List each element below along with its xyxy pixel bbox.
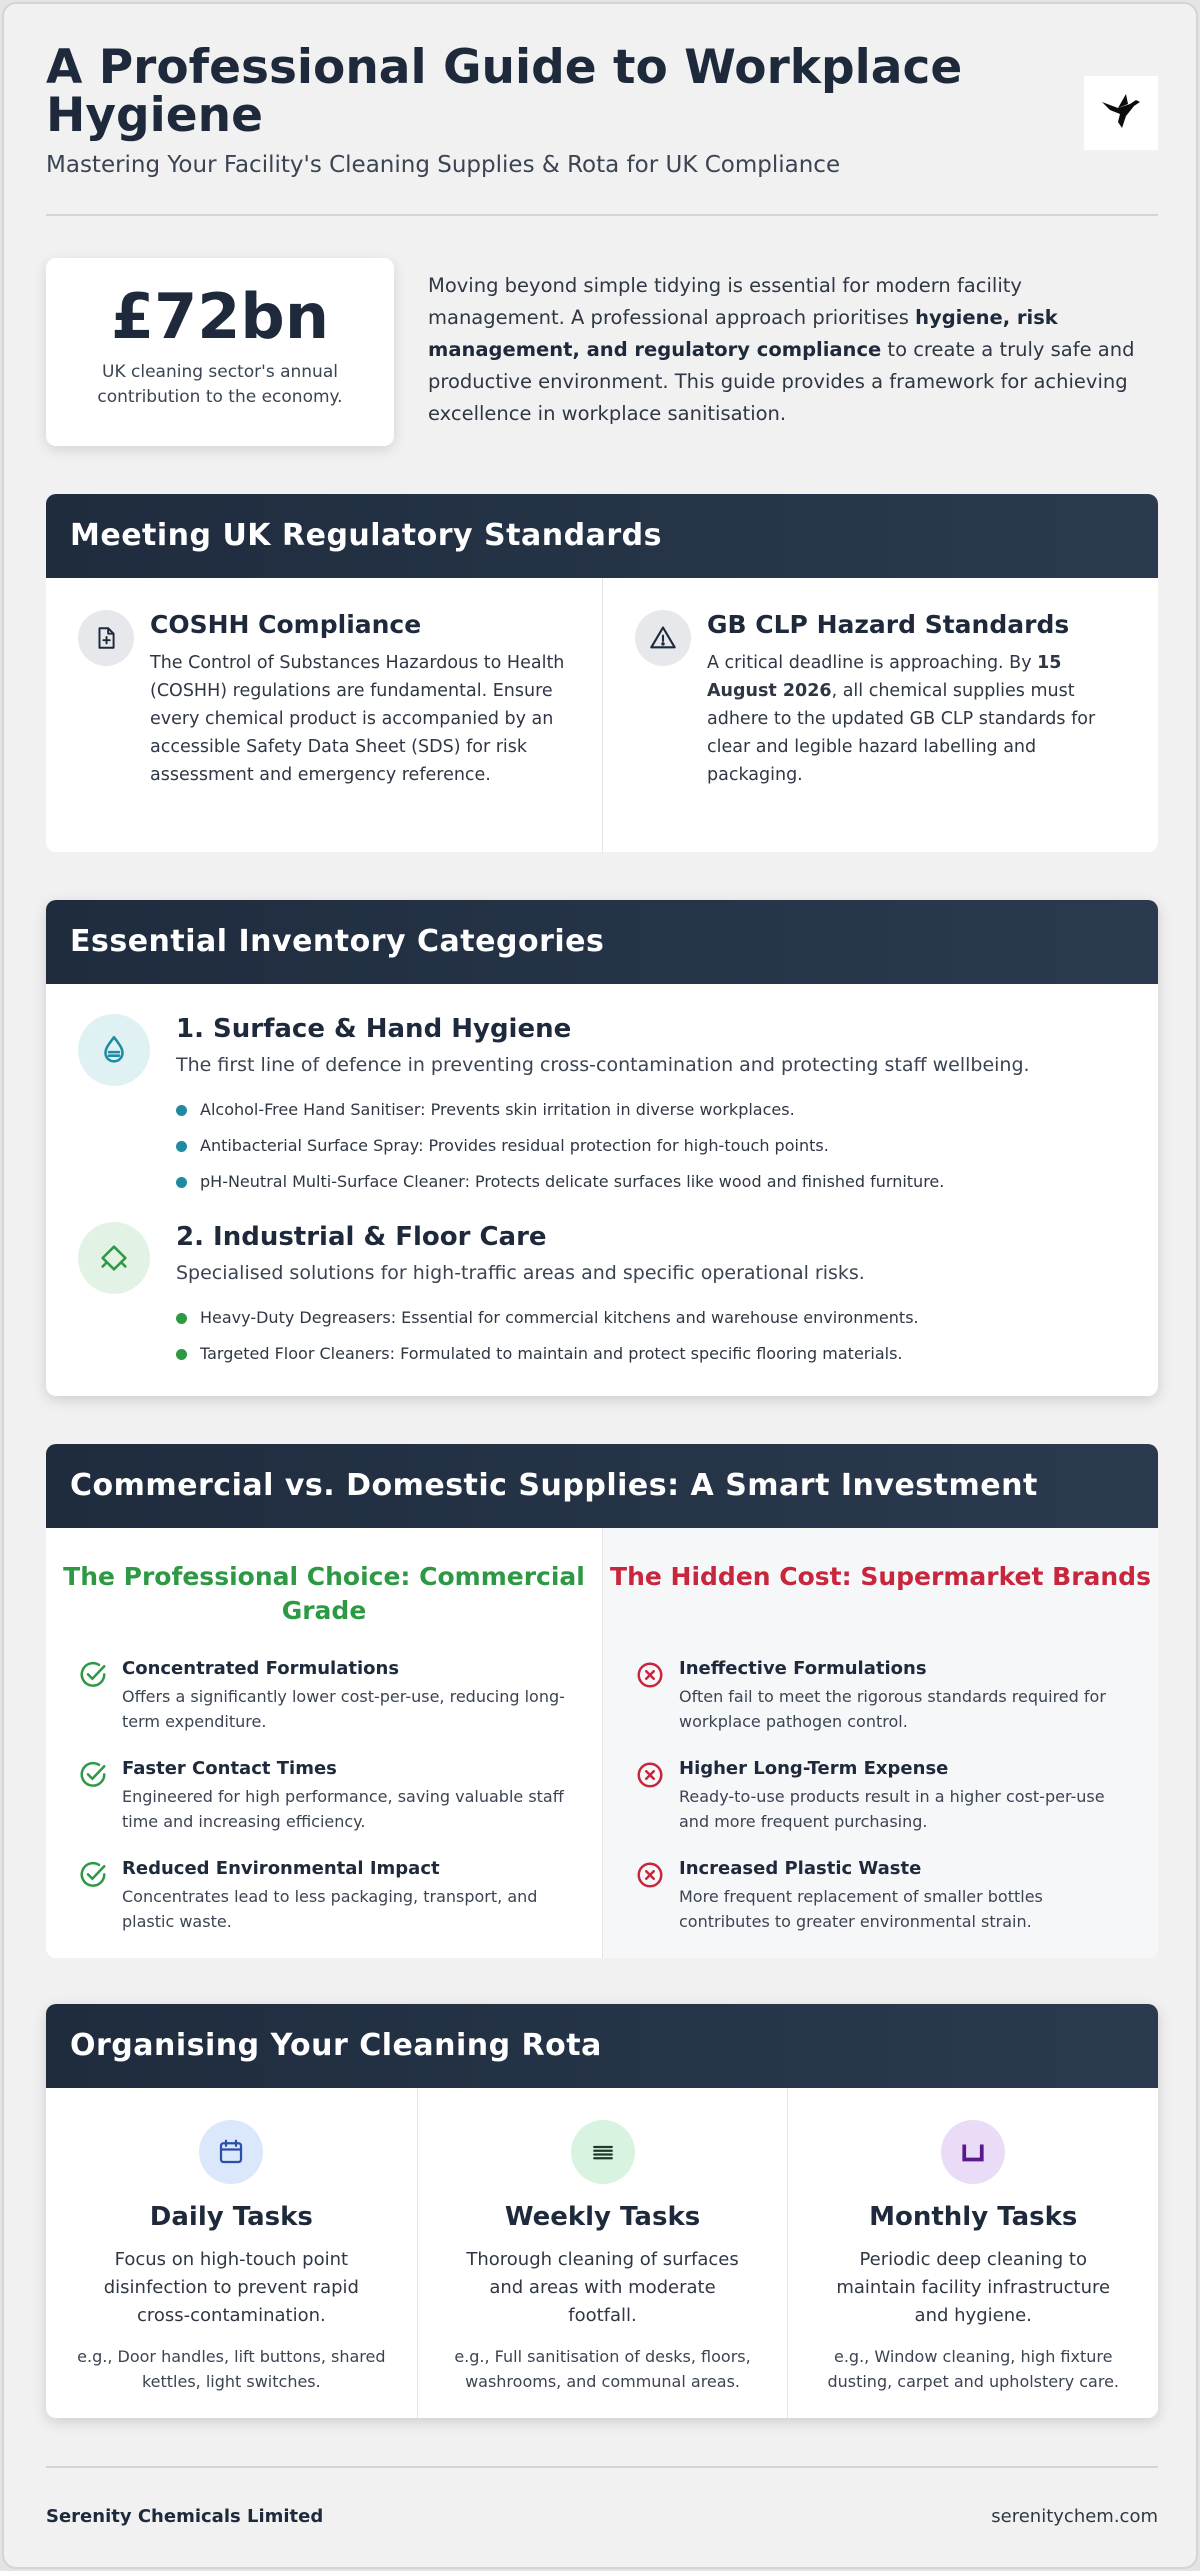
- item-title: Faster Contact Times: [122, 1758, 337, 1779]
- item-text: Ready-to-use products result in a higher cost-per-use and more frequent purchasing.: [679, 1787, 1105, 1831]
- rota-section: [46, 2004, 1158, 2418]
- header: [46, 40, 1158, 178]
- category-items: [176, 1300, 1136, 1372]
- rota-example: e.g., Full sanitisation of desks, floors, washrooms, and communal areas.: [454, 2347, 751, 2391]
- rota-title: Monthly Tasks: [869, 2202, 1078, 2232]
- coshh-card: [46, 578, 602, 852]
- website-link[interactable]: serenitychem.com: [991, 2506, 1158, 2527]
- intro-section: [46, 258, 1158, 448]
- domestic-item: [603, 1658, 1158, 1758]
- item-title: Higher Long-Term Expense: [679, 1758, 949, 1779]
- bucket-icon: [941, 2120, 1005, 2184]
- document-plus-icon: [78, 610, 134, 666]
- footer-divider: [46, 2466, 1158, 2468]
- calendar-icon: [199, 2120, 263, 2184]
- footer: [46, 2498, 1158, 2538]
- bird-logo-icon: [1084, 76, 1158, 150]
- item-text: Offers a significantly lower cost-per-use, reducing long-term expenditure.: [122, 1687, 565, 1731]
- check-circle-icon: [78, 1660, 108, 1690]
- list-item: Alcohol-Free Hand Sanitiser: Prevents skin irritation in diverse workplaces.: [176, 1092, 1136, 1128]
- company-name: Serenity Chemicals Limited: [46, 2506, 324, 2527]
- stat-value: £72bn: [111, 280, 329, 353]
- check-circle-icon: [78, 1760, 108, 1790]
- item-text: Concentrates lead to less packaging, transport, and plastic waste.: [122, 1887, 538, 1931]
- x-circle-icon: [635, 1760, 665, 1790]
- item-text: More frequent replacement of smaller bottles contributes to greater environmental strain.: [679, 1887, 1043, 1931]
- intro-text-bold: hygiene, risk management, and regulatory compliance: [428, 306, 1058, 361]
- rota-title: Weekly Tasks: [504, 2202, 701, 2232]
- clp-text-end: , all chemical supplies must adhere to the updated GB CLP standards for clear and legible hazard labelling and packaging.: [707, 681, 1096, 785]
- regulatory-section: [46, 494, 1158, 852]
- warning-triangle-icon: [635, 610, 691, 666]
- category-title: 1. Surface & Hand Hygiene: [176, 1014, 572, 1044]
- item-title: Reduced Environmental Impact: [122, 1858, 440, 1879]
- page-subtitle: Mastering Your Facility's Cleaning Supplies & Rota for UK Compliance: [46, 152, 841, 178]
- clp-text-start: A critical deadline is approaching. By: [707, 653, 1038, 673]
- rota-description: Thorough cleaning of surfaces and areas with moderate footfall.: [466, 2249, 739, 2326]
- clp-card: [602, 578, 1158, 852]
- category-items: [176, 1092, 1136, 1200]
- item-title: Concentrated Formulations: [122, 1658, 400, 1679]
- item-text: Often fail to meet the rigorous standards required for workplace pathogen control.: [679, 1687, 1106, 1731]
- rota-description: Periodic deep cleaning to maintain facility infrastructure and hygiene.: [836, 2249, 1111, 2326]
- domestic-item: [603, 1858, 1158, 1958]
- stat-caption: UK cleaning sector's annual contribution to the economy.: [97, 362, 343, 407]
- rota-description: Focus on high-touch point disinfection to prevent rapid cross-contamination.: [103, 2249, 359, 2326]
- rota-heading: Organising Your Cleaning Rota: [46, 2004, 1158, 2088]
- droplet-icon: [78, 1014, 150, 1086]
- list-item: pH-Neutral Multi-Surface Cleaner: Protects delicate surfaces like wood and finished furniture.: [176, 1164, 1136, 1200]
- rota-weekly: [417, 2088, 788, 2418]
- comparison-heading: Commercial vs. Domestic Supplies: A Smart Investment: [46, 1444, 1158, 1528]
- domestic-column: [602, 1528, 1158, 1958]
- domestic-item: [603, 1758, 1158, 1858]
- scrubber-icon: [78, 1222, 150, 1294]
- intro-text-end: to create a truly safe and productive environment. This guide provides a framework for achieving excellence in workplace sanitisation.: [428, 338, 1135, 425]
- coshh-text: The Control of Substances Hazardous to Health (COSHH) regulations are fundamental. Ensure every chemical product is accompanied by an accessible Safety Data Sheet (SDS) for risk assessment and emergency reference.: [150, 653, 565, 785]
- rota-daily: [46, 2088, 417, 2418]
- inventory-section: [46, 900, 1158, 1396]
- domestic-title: The Hidden Cost: Supermarket Brands: [610, 1562, 1151, 1591]
- rota-title: Daily Tasks: [149, 2202, 313, 2232]
- rota-example: e.g., Window cleaning, high fixture dusting, carpet and upholstery care.: [827, 2347, 1120, 2391]
- category-description: Specialised solutions for high-traffic areas and specific operational risks.: [176, 1262, 865, 1284]
- page-title: A Professional Guide to Workplace Hygiene: [46, 40, 963, 143]
- commercial-item: [46, 1758, 602, 1858]
- intro-paragraph: [428, 270, 1158, 430]
- item-title: Increased Plastic Waste: [679, 1858, 922, 1879]
- check-circle-icon: [78, 1860, 108, 1890]
- list-icon: [571, 2120, 635, 2184]
- category-description: The first line of defence in preventing cross-contamination and protecting staff wellbeing.: [176, 1054, 1030, 1076]
- x-circle-icon: [635, 1660, 665, 1690]
- intro-text-start: Moving beyond simple tidying is essential for modern facility management. A professional approach prioritises: [428, 274, 1022, 329]
- inventory-heading: Essential Inventory Categories: [46, 900, 1158, 984]
- clp-title: GB CLP Hazard Standards: [707, 610, 1070, 639]
- commercial-column: [46, 1528, 602, 1958]
- regulatory-heading: Meeting UK Regulatory Standards: [46, 494, 1158, 578]
- clp-text: [707, 649, 1127, 789]
- stat-card: [46, 258, 394, 446]
- commercial-item: [46, 1858, 602, 1958]
- clp-deadline: 15 August 2026: [707, 653, 1062, 701]
- rota-monthly: [787, 2088, 1158, 2418]
- rota-example: e.g., Door handles, lift buttons, shared kettles, light switches.: [77, 2347, 386, 2391]
- header-divider: [46, 214, 1158, 216]
- infographic-page: [2, 2, 1198, 2569]
- list-item: Targeted Floor Cleaners: Formulated to maintain and protect specific flooring materials.: [176, 1336, 1136, 1372]
- comparison-section: [46, 1444, 1158, 1958]
- item-text: Engineered for high performance, saving valuable staff time and increasing efficiency.: [122, 1787, 564, 1831]
- item-title: Ineffective Formulations: [679, 1658, 927, 1679]
- list-item: Antibacterial Surface Spray: Provides residual protection for high-touch points.: [176, 1128, 1136, 1164]
- list-item: Heavy-Duty Degreasers: Essential for commercial kitchens and warehouse environments.: [176, 1300, 1136, 1336]
- x-circle-icon: [635, 1860, 665, 1890]
- coshh-title: COSHH Compliance: [150, 610, 422, 639]
- commercial-item: [46, 1658, 602, 1758]
- category-title: 2. Industrial & Floor Care: [176, 1222, 547, 1252]
- commercial-title: The Professional Choice: Commercial Grade: [63, 1562, 585, 1625]
